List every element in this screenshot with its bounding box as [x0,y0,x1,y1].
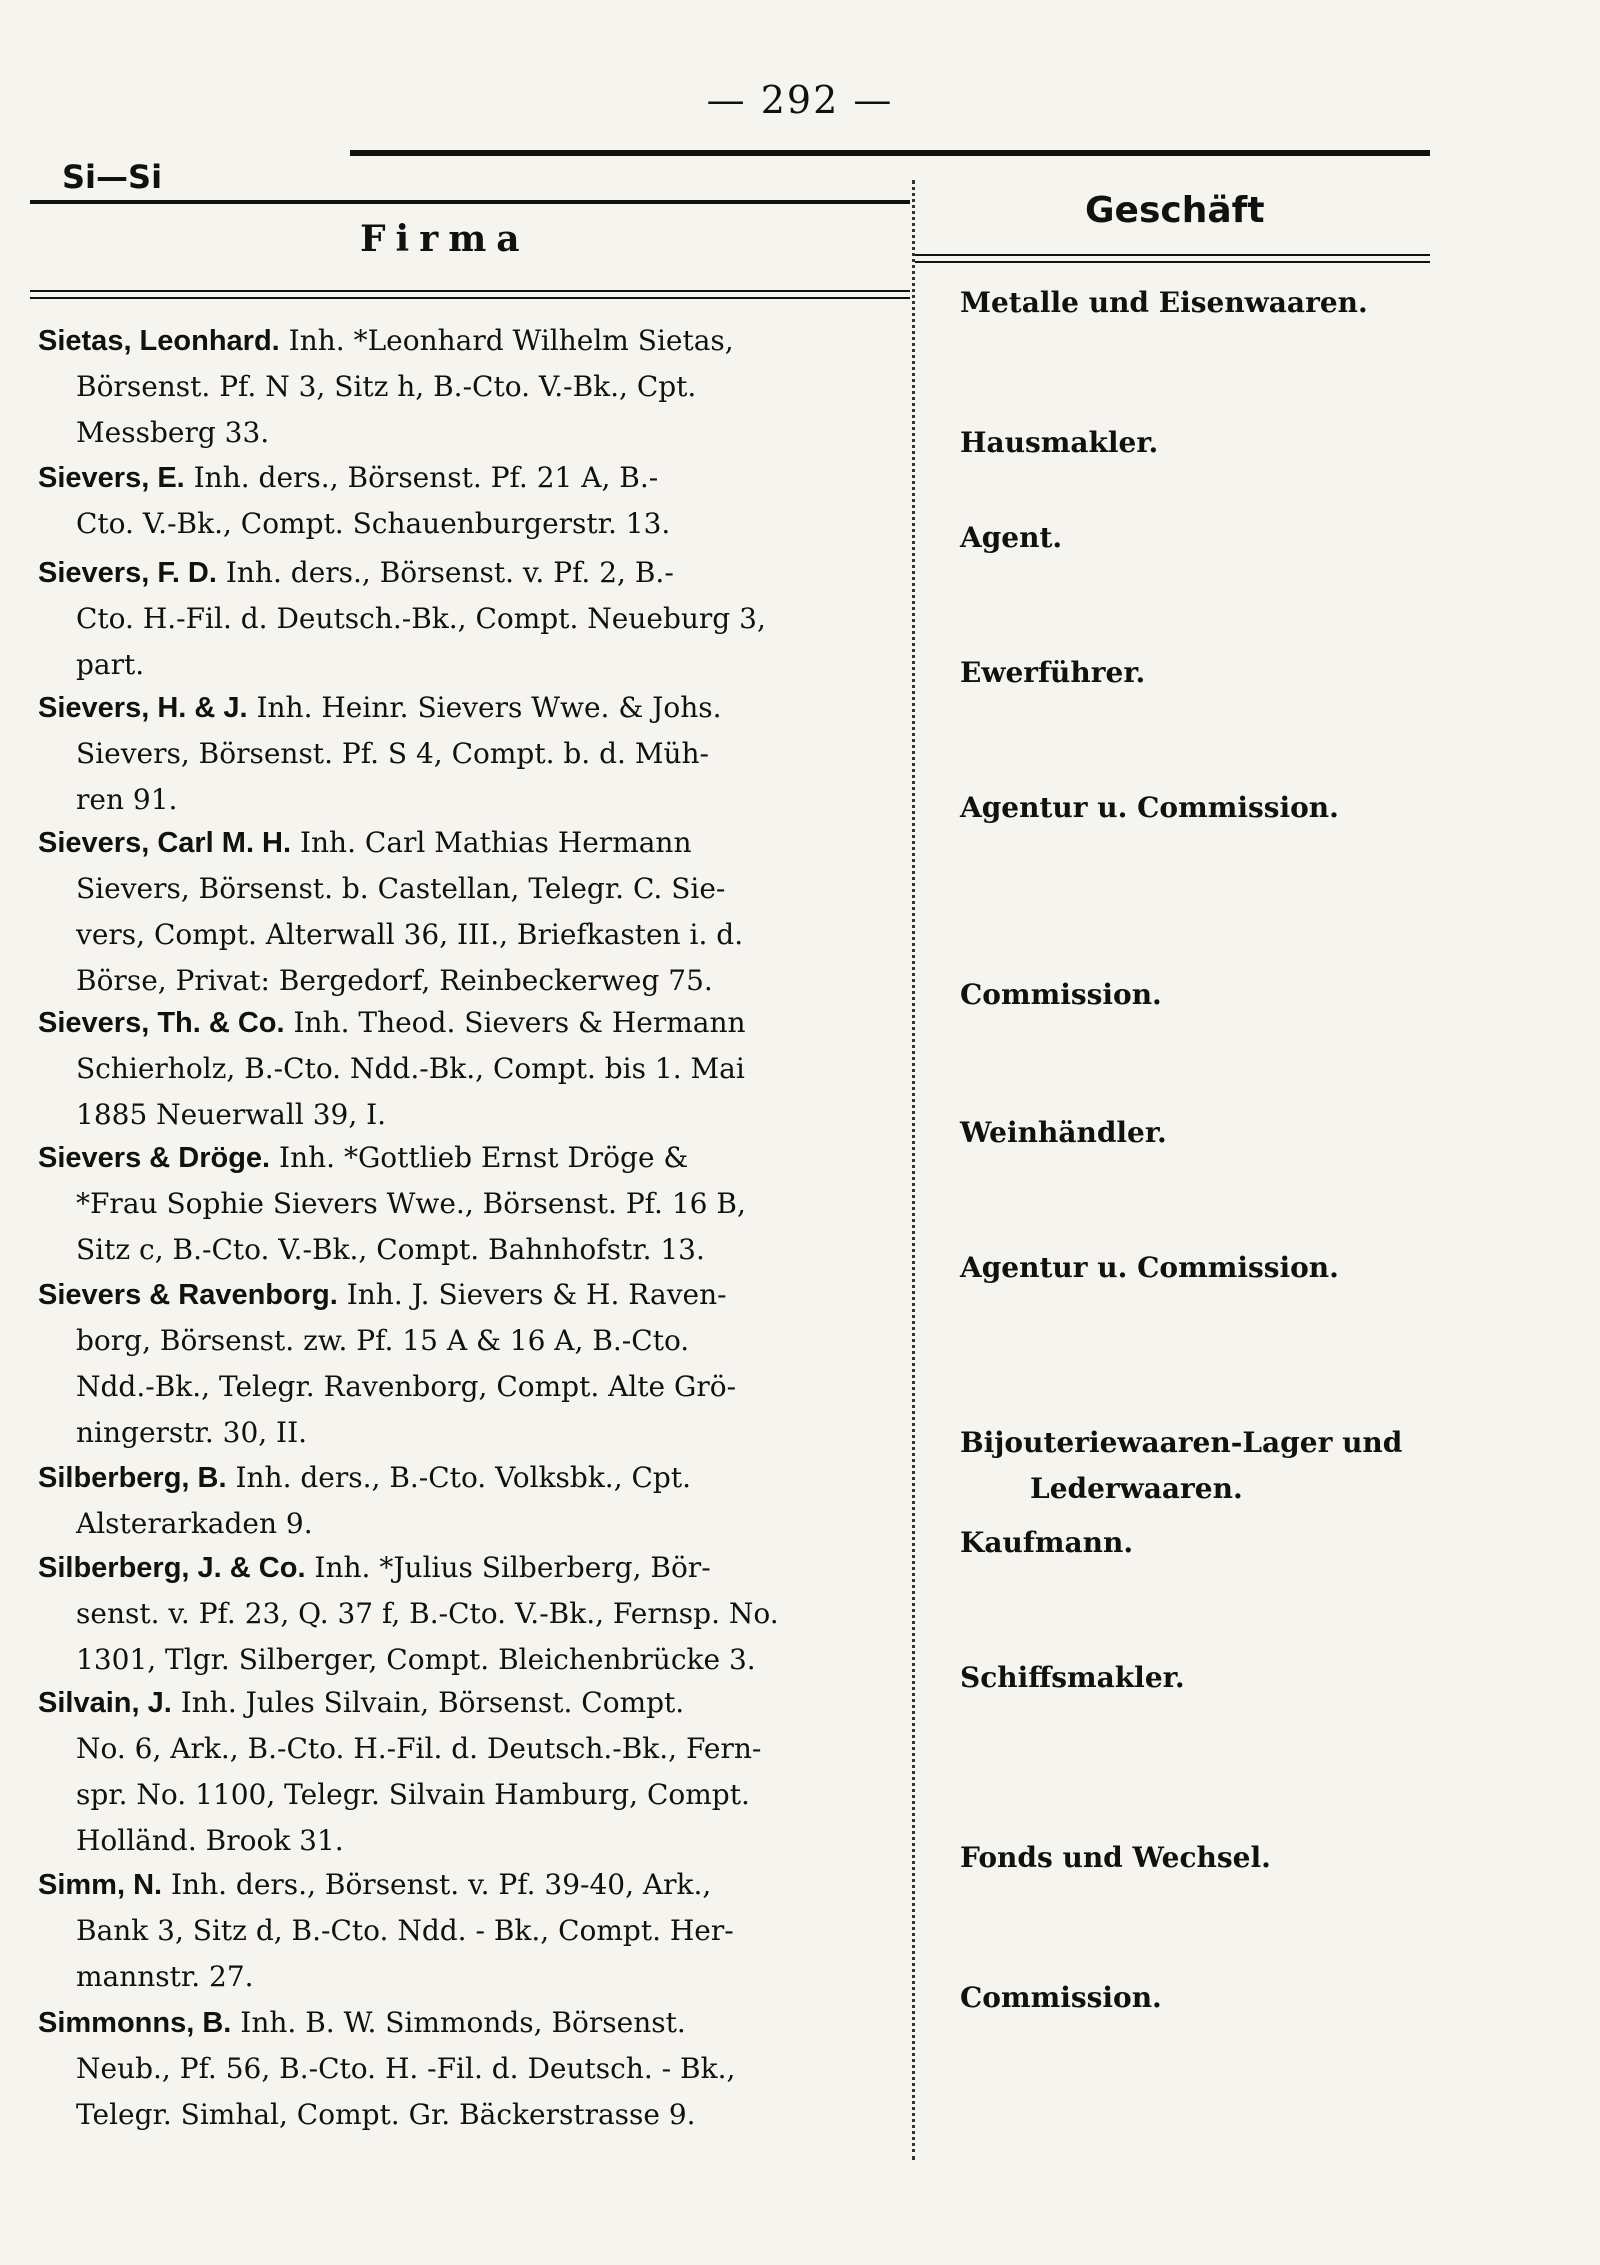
firm-first-line [38,820,918,866]
header-rule-left-2 [30,297,910,299]
firm-name: Silvain, J. [38,1687,172,1719]
firm-owner: Inh. Theod. Sievers & Hermann [284,1006,746,1039]
firm-name: Sievers, Carl M. H. [38,827,292,859]
firm-entry [38,550,918,688]
business-type [960,420,1520,466]
firm-entry [38,1272,918,1456]
firm-entry [38,1455,918,1547]
firm-detail-line: borg, Börsenst. zw. Pf. 15 A & 16 A, B.-Cto. [76,1324,690,1357]
firm-detail-line: 1301, Tlgr. Silberger, Compt. Bleichenbrücke 3. [76,1643,756,1676]
header-rule-left-1 [30,290,910,292]
business-line: Agentur u. Commission. [960,1251,1339,1284]
firm-detail-line: spr. No. 1100, Telegr. Silvain Hamburg, Compt. [76,1778,750,1811]
firm-owner: Inh. Jules Silvain, Börsenst. Compt. [171,1686,685,1719]
firm-owner: Inh. ders., Börsenst. v. Pf. 39-40, Ark., [162,1868,712,1901]
firma-column-header: Firma [360,218,530,260]
firm-detail-line: Sievers, Börsenst. Pf. S 4, Compt. b. d. Müh- [76,737,710,770]
geschaeft-column-header: Geschäft [1085,190,1265,231]
firm-name: Sievers & Dröge. [38,1142,271,1174]
business-type [960,515,1520,561]
firm-owner: Inh. *Gottlieb Ernst Dröge & [270,1141,689,1174]
firm-owner: Inh. Carl Mathias Hermann [291,826,692,859]
business-line: Kaufmann. [960,1526,1134,1559]
firm-detail-line: Cto. H.-Fil. d. Deutsch.-Bk., Compt. Neueburg 3, [76,602,766,635]
firm-detail-line: ren 91. [76,783,178,816]
firm-name: Sietas, Leonhard. [38,325,280,357]
firm-name: Sievers, H. & J. [38,692,248,724]
firm-owner: Inh. ders., Börsenst. Pf. 21 A, B.- [184,461,659,494]
firm-owner: Inh. Heinr. Sievers Wwe. & Johs. [247,691,722,724]
firm-first-line [38,1455,918,1501]
firm-detail-line: Börsenst. Pf. N 3, Sitz h, B.-Cto. V.-Bk., Cpt. [76,370,697,403]
firm-detail-line: Börse, Privat: Bergedorf, Reinbeckerweg 75. [76,964,713,997]
business-line: Bijouteriewaaren-Lager und [960,1426,1403,1459]
firm-detail-line: Bank 3, Sitz d, B.-Cto. Ndd. - Bk., Compt. Her- [76,1914,734,1947]
page-number: — 292 — [706,78,894,122]
firm-detail-line: Ndd.-Bk., Telegr. Ravenborg, Compt. Alte Grö- [76,1370,737,1403]
firm-owner: Inh. ders., B.-Cto. Volksbk., Cpt. [226,1461,691,1494]
business-type [960,972,1520,1018]
firm-owner: Inh. *Julius Silberberg, Bör- [305,1551,711,1584]
firm-first-line [38,1135,918,1181]
business-line: Ewerführer. [960,656,1146,689]
firm-owner: Inh. B. W. Simmonds, Börsenst. [231,2006,686,2039]
firm-detail-line: Alsterarkaden 9. [76,1507,313,1540]
top-rule-left [30,200,910,204]
firm-first-line [38,685,918,731]
business-line: Weinhändler. [960,1116,1167,1149]
business-type [960,1655,1520,1701]
business-line: Metalle und Eisenwaaren. [960,286,1368,319]
firm-entry [38,455,918,547]
firm-first-line [38,1272,918,1318]
firm-name: Sievers, E. [38,462,185,494]
firm-detail-line: Sievers, Börsenst. b. Castellan, Telegr. C. Sie- [76,872,726,905]
business-type [960,1835,1520,1881]
firm-entry [38,685,918,823]
firm-detail-line: Holländ. Brook 31. [76,1824,344,1857]
firm-detail-line: vers, Compt. Alterwall 36, III., Briefkasten i. d. [76,918,744,951]
firm-name: Sievers & Ravenborg. [38,1279,338,1311]
firm-detail-line: Sitz c, B.-Cto. V.-Bk., Compt. Bahnhofstr. 13. [76,1233,705,1266]
business-type [960,280,1520,326]
firm-detail-line: senst. v. Pf. 23, Q. 37 f, B.-Cto. V.-Bk., Fernsp. No. [76,1597,779,1630]
firm-name: Simm, N. [38,1869,163,1901]
firm-detail-line: Cto. V.-Bk., Compt. Schauenburgerstr. 13. [76,507,671,540]
firm-detail-line: mannstr. 27. [76,1960,254,1993]
business-type [960,1520,1520,1566]
alphabet-range: Si—Si [62,158,163,196]
business-line: Commission. [960,978,1162,1011]
business-type [960,1975,1520,2021]
business-line: Agentur u. Commission. [960,791,1339,824]
firm-detail-line: Neub., Pf. 56, B.-Cto. H. -Fil. d. Deutsch. - Bk., [76,2052,736,2085]
business-type [960,1110,1520,1156]
header-rule-right-1 [915,254,1430,256]
firm-first-line [38,1680,918,1726]
firm-entry [38,1000,918,1138]
firm-name: Sievers, Th. & Co. [38,1007,285,1039]
firm-name: Sievers, F. D. [38,557,217,589]
business-type [960,785,1520,831]
firm-first-line [38,318,918,364]
business-type [960,1420,1520,1512]
business-line: Hausmakler. [960,426,1159,459]
header-rule-right-2 [915,261,1430,263]
firm-entry [38,1135,918,1273]
firm-owner: Inh. J. Sievers & H. Raven- [337,1278,727,1311]
business-line: Agent. [960,521,1063,554]
firm-name: Simmonns, B. [38,2007,232,2039]
firm-name: Silberberg, J. & Co. [38,1552,306,1584]
firm-detail-line: part. [76,648,145,681]
firm-name: Silberberg, B. [38,1462,227,1494]
firm-entry [38,318,918,456]
firm-detail-line: 1885 Neuerwall 39, I. [76,1098,387,1131]
firm-entry [38,1680,918,1864]
business-line: Fonds und Wechsel. [960,1841,1271,1874]
firm-first-line [38,1545,918,1591]
firm-first-line [38,2000,918,2046]
firm-entry [38,2000,918,2138]
business-line: Schiffsmakler. [960,1661,1185,1694]
firm-first-line [38,550,918,596]
firm-entry [38,1862,918,2000]
firm-entry [38,1545,918,1683]
firm-owner: Inh. ders., Börsenst. v. Pf. 2, B.- [216,556,674,589]
firm-entry [38,820,918,1004]
top-rule-right [350,150,1430,156]
firm-detail-line: *Frau Sophie Sievers Wwe., Börsenst. Pf. 16 B, [76,1187,746,1220]
firm-first-line [38,1000,918,1046]
business-type [960,1245,1520,1291]
firm-detail-line: Schierholz, B.-Cto. Ndd.-Bk., Compt. bis 1. Mai [76,1052,745,1085]
firm-detail-line: No. 6, Ark., B.-Cto. H.-Fil. d. Deutsch.-Bk., Fern- [76,1732,762,1765]
firm-first-line [38,455,918,501]
firm-detail-line: Telegr. Simhal, Compt. Gr. Bäckerstrasse 9. [76,2098,696,2131]
firm-detail-line: Messberg 33. [76,416,270,449]
business-line: Lederwaaren. [1030,1472,1243,1505]
firm-detail-line: ningerstr. 30, II. [76,1416,308,1449]
firm-first-line [38,1862,918,1908]
firm-owner: Inh. *Leonhard Wilhelm Sietas, [279,324,734,357]
business-line: Commission. [960,1981,1162,2014]
business-type [960,650,1520,696]
